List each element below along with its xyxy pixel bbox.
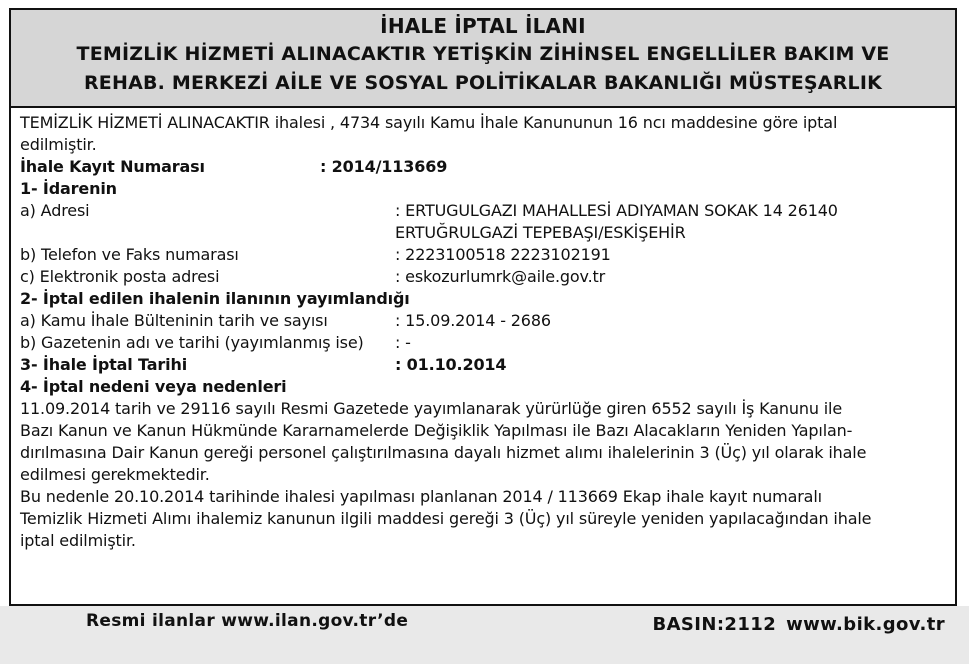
bulten-value: : 15.09.2014 - 2686 (395, 311, 551, 330)
kayit-label: İhale Kayıt Numarası (20, 157, 205, 176)
adres-label: a) Adresi (20, 201, 90, 220)
notice-body (11, 108, 955, 552)
notice-title: İHALE İPTAL İLANI (380, 14, 586, 38)
neden-line-6: Temizlik Hizmeti Alımı ihalemiz kanunun ilgili maddesi gereği 3 (Üç) yıl süreyle yeniden yapılacağından ihale (20, 509, 872, 528)
gazete-value: : - (395, 333, 411, 352)
notice-header (11, 10, 955, 108)
gazete-label: b) Gazetenin adı ve tarihi (yayımlanmış ise) (20, 333, 364, 352)
email-value[interactable]: : eskozurlumrk@aile.gov.tr (395, 267, 606, 286)
adres-line-2: ERTUĞRULGAZİ TEPEBAŞI/ESKİŞEHİR (395, 223, 686, 242)
kayit-row (20, 156, 955, 178)
email-row (20, 266, 955, 288)
neden-line-2: Bazı Kanun ve Kanun Hükmünde Kararnamelerde Değişiklik Yapılması ile Bazı Alacakların Yeniden Yapılan- (20, 421, 853, 440)
institution-line-1: TEMİZLİK HİZMETİ ALINACAKTIR YETİŞKİN ZİHİNSEL ENGELLİLER BAKIM VE (76, 43, 890, 65)
adres-value (395, 200, 838, 244)
neden-line-4: edilmesi gerekmektedir. (20, 465, 210, 484)
footer-bar (0, 606, 969, 664)
footer-ilan-link[interactable]: Resmi ilanlar www.ilan.gov.tr’de (86, 611, 409, 631)
section-2-heading: 2- İptal edilen ihalenin ilanının yayımlandığı (20, 289, 410, 308)
neden-line-5: Bu nedenle 20.10.2014 tarihinde ihalesi yapılması planlanan 2014 / 113669 Ekap ihale kayıt numaralı (20, 487, 822, 506)
footer-basin-code: BASIN:2112 (652, 614, 777, 635)
bulten-label: a) Kamu İhale Bülteninin tarih ve sayısı (20, 311, 328, 330)
iptal-tarihi-label: 3- İhale İptal Tarihi (20, 355, 188, 374)
intro-line-2: edilmiştir. (20, 135, 97, 154)
adres-row (20, 200, 955, 244)
telefon-value: : 2223100518 2223102191 (395, 245, 611, 264)
intro-line-1: TEMİZLİK HİZMETİ ALINACAKTIR ihalesi , 4734 sayılı Kamu İhale Kanununun 16 ncı maddesine göre iptal (20, 113, 838, 132)
neden-line-1: 11.09.2014 tarih ve 29116 sayılı Resmi Gazetede yayımlanarak yürürlüğe giren 6552 sayılı İş Kanunu ile (20, 399, 843, 418)
notice-frame (9, 8, 957, 606)
telefon-row (20, 244, 955, 266)
footer-right (652, 614, 945, 635)
iptal-tarihi-value: : 01.10.2014 (395, 355, 507, 374)
section-1-heading: 1- İdarenin (20, 179, 117, 198)
email-label: c) Elektronik posta adresi (20, 267, 220, 286)
institution-line-2: REHAB. MERKEZİ AİLE VE SOSYAL POLİTİKALAR BAKANLIĞI MÜSTEŞARLIK (83, 72, 883, 94)
neden-line-3: dırılmasına Dair Kanun gereği personel çalıştırılmasına dayalı hizmet alımı ihalelerinin 3 (Üç) yıl olarak ihale (20, 443, 867, 462)
kayit-value: : 2014/113669 (320, 157, 448, 176)
footer-bik-link[interactable]: www.bik.gov.tr (786, 614, 945, 635)
section-4-heading: 4- İptal nedeni veya nedenleri (20, 377, 287, 396)
bulten-row (20, 310, 955, 332)
iptal-tarihi-row (20, 354, 955, 376)
gazete-row (20, 332, 955, 354)
telefon-label: b) Telefon ve Faks numarası (20, 245, 239, 264)
neden-line-7: iptal edilmiştir. (20, 531, 136, 550)
adres-line-1: : ERTUGULGAZI MAHALLESİ ADIYAMAN SOKAK 14 26140 (395, 201, 838, 220)
